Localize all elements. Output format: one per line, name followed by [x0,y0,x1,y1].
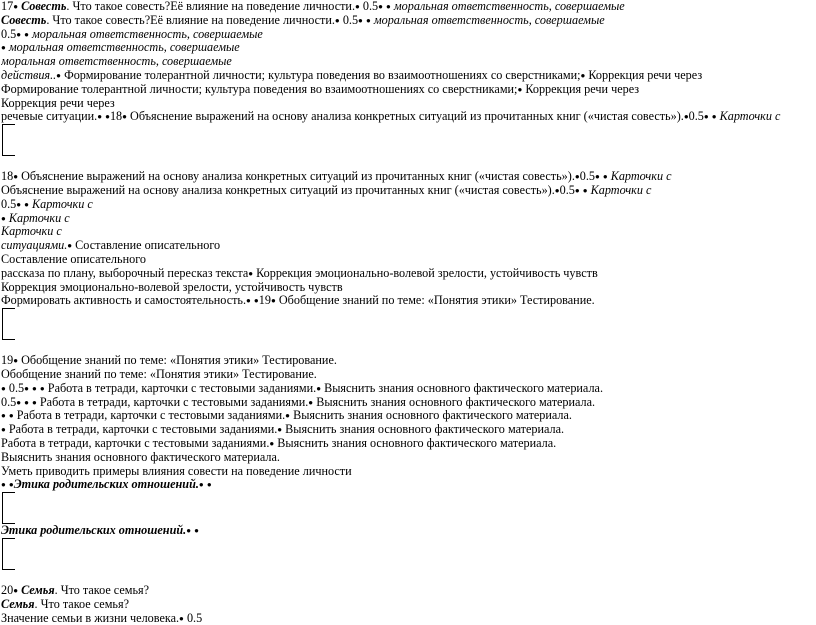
bullet-icon: ● [555,186,560,195]
bullet-icon: ● [16,398,21,407]
text-run: . Что такое совесть?Её влияние на поведение личности. [66,0,355,13]
text-line [1,281,816,295]
text-run: моральная ответственность, совершаемые [32,28,263,41]
text-run: Коррекция речи через [522,83,639,96]
text-line [1,184,816,198]
text-run: Работа в тетради, карточки с тестовыми заданиями. [37,396,308,409]
text-run: Формирование толерантной личности; культура поведения во взаимоотношениях со сверстниками; [61,69,581,82]
text-line [1,354,816,368]
text-run: . Что такое семья? [55,584,149,597]
text-run: моральная ответственность, совершаемые [394,0,625,13]
text-line [1,267,816,281]
text-run: действия.. [1,69,56,82]
text-run: . Что такое семья? [35,598,129,611]
spacer [1,570,816,584]
text-run: Объяснение выражений на основу анализа конкретных ситуаций из прочитанных книг («чистая совесть»). [127,110,684,123]
text-run: Выяснить знания основного фактического материала. [290,409,572,422]
text-line [1,212,816,226]
text-run: Обобщение знаний по теме: «Понятия этики» Тестирование. [276,294,595,307]
bullet-icon: ● [1,480,6,489]
text-run: Карточки с [591,184,652,197]
text-run: Совесть [21,0,66,13]
bullet-icon: ● [684,112,689,121]
text-run: Составление описательного [1,253,146,266]
bullet-icon: ● [583,186,588,195]
text-run: Коррекция речи через [1,97,115,110]
text-run: 0.5 [560,184,575,197]
table-cell-fragment [2,308,15,340]
bullet-icon: ● [179,614,184,623]
text-run: 18 [1,170,13,183]
text-run: Обобщение знаний по теме: «Понятия этики» Тестирование. [18,354,337,367]
bullet-icon: ● [24,200,29,209]
text-line [1,382,816,396]
table-cell-fragment [2,124,15,156]
bullet-icon: ● [105,112,110,121]
text-line [1,28,816,42]
text-run: Объяснение выражений на основу анализа конкретных ситуаций из прочитанных книг («чистая совесть»). [1,184,555,197]
bullet-icon: ● [517,85,522,94]
bullet-icon: ● [56,71,61,80]
text-line [1,253,816,267]
bullet-icon: ● [97,112,102,121]
text-run: 0.5 [1,198,16,211]
text-run: Коррекция речи через [585,69,702,82]
text-run: моральная ответственность, совершаемые [1,55,232,68]
text-line [1,584,816,598]
text-run: Карточки с [1,225,62,238]
text-line [1,110,816,124]
bullet-icon: ● [40,384,45,393]
text-run: Формирование толерантной личности; культура поведения во взаимоотношениях со сверстниками; [1,83,517,96]
bullet-icon: ● [199,480,204,489]
text-run: 0.5 [340,14,358,27]
text-run: 0.5 [580,170,595,183]
bullet-icon: ● [308,398,313,407]
text-line [1,198,816,212]
text-run: Выяснить знания основного фактического материала. [321,382,603,395]
bullet-icon: ● [378,2,383,11]
text-run: Работа в тетради, карточки с тестовыми заданиями. [6,423,277,436]
text-run: Формировать активность и самостоятельность. [1,294,246,307]
text-run: Объяснение выражений на основу анализа конкретных ситуаций из прочитанных книг («чистая совесть»). [18,170,575,183]
text-run: . Что такое совесть?Её влияние на поведение личности. [46,14,335,27]
bullet-icon: ● [13,356,18,365]
text-line [1,97,816,111]
table-cell-fragment [2,492,15,524]
text-run: 18 [110,110,122,123]
bullet-icon: ● [248,269,253,278]
text-run: моральная ответственность, совершаемые [9,41,240,54]
bullet-icon: ● [32,398,37,407]
text-run: Карточки с [9,212,70,225]
text-line [1,612,816,625]
bullet-icon: ● [13,2,18,11]
bullet-icon: ● [366,16,371,25]
bullet-icon: ● [277,425,282,434]
text-line [1,423,816,437]
bullet-icon: ● [24,30,29,39]
text-run: Уметь приводить примеры влияния совести на поведение личности [1,465,352,478]
text-run: Коррекция эмоционально-волевой зрелости, устойчивость чувств [1,281,343,294]
bullet-icon: ● [358,16,363,25]
bullet-icon: ● [122,112,127,121]
bullet-icon: ● [603,172,608,181]
text-run: 0.5 [184,612,202,625]
bullet-icon: ● [316,384,321,393]
text-run: Карточки с [611,170,672,183]
bullet-icon: ● [575,172,580,181]
bullet-icon: ● [207,480,212,489]
text-line [1,83,816,97]
text-run: 0.5 [360,0,378,13]
text-run: Совесть [1,14,46,27]
bullet-icon: ● [269,439,274,448]
bullet-icon: ● [1,384,6,393]
bullet-icon: ● [24,398,29,407]
text-line [1,465,816,479]
text-run: 0.5 [1,28,16,41]
bullet-icon: ● [575,186,580,195]
bullet-icon: ● [335,16,340,25]
bullet-icon: ● [704,112,709,121]
text-line [1,0,816,14]
text-run: Карточки с [720,110,781,123]
text-line [1,396,816,410]
text-run: моральная ответственность, совершаемые [374,14,605,27]
bullet-icon: ● [271,296,276,305]
text-run: Карточки с [32,198,93,211]
text-run: рассказа по плану, выборочный пересказ текста [1,267,248,280]
text-line [1,598,816,612]
bullet-icon: ● [1,425,6,434]
bullet-icon: ● [246,296,251,305]
text-run: Выяснить знания основного фактического материала. [274,437,556,450]
text-line [1,478,816,492]
text-run: 0.5 [6,382,24,395]
text-run: 19 [1,354,13,367]
text-run: Этика родительских отношений. [14,478,199,491]
bullet-icon: ● [355,2,360,11]
bullet-icon: ● [9,480,14,489]
bullet-icon: ● [254,296,259,305]
text-line [1,225,816,239]
spacer [1,340,816,354]
spacer [1,156,816,170]
bullet-icon: ● [32,384,37,393]
text-run: Составление описательного [72,239,220,252]
text-line [1,368,816,382]
bullet-icon: ● [285,411,290,420]
text-run: Работа в тетради, карточки с тестовыми заданиями. [14,409,285,422]
text-line [1,55,816,69]
text-run: речевые ситуации. [1,110,97,123]
text-run: Этика родительских отношений. [1,524,186,537]
text-run: Семья [1,598,35,611]
bullet-icon: ● [186,526,191,535]
bullet-icon: ● [13,586,18,595]
text-run: 19 [259,294,271,307]
bullet-icon: ● [67,241,72,250]
bullet-icon: ● [1,411,6,420]
text-line [1,170,816,184]
bullet-icon: ● [16,30,21,39]
bullet-icon: ● [595,172,600,181]
text-run: Выяснить знания основного фактического материала. [282,423,564,436]
text-line [1,451,816,465]
text-line [1,239,816,253]
text-line [1,14,816,28]
text-run: Обобщение знаний по теме: «Понятия этики» Тестирование. [1,368,317,381]
text-run: Семья [21,584,55,597]
text-line [1,437,816,451]
text-run: Значение семьи в жизни человека. [1,612,179,625]
bullet-icon: ● [24,384,29,393]
text-run: 17 [1,0,13,13]
text-run: Работа в тетради, карточки с тестовыми заданиями. [45,382,316,395]
bullet-icon: ● [194,526,199,535]
text-line [1,41,816,55]
text-line [1,294,816,308]
text-run: 0.5 [689,110,704,123]
bullet-icon: ● [13,172,18,181]
table-cell-fragment [2,538,15,570]
bullet-icon: ● [581,71,586,80]
bullet-icon: ● [9,411,14,420]
text-run: Работа в тетради, карточки с тестовыми заданиями. [1,437,269,450]
bullet-icon: ● [16,200,21,209]
bullet-icon: ● [1,43,6,52]
text-line [1,409,816,423]
text-line [1,69,816,83]
bullet-icon: ● [712,112,717,121]
text-run: ситуациями. [1,239,67,252]
text-line [1,524,816,538]
text-run: 20 [1,584,13,597]
text-run: 0.5 [1,396,16,409]
text-run: Коррекция эмоционально-волевой зрелости, устойчивость чувств [253,267,598,280]
bullet-icon: ● [386,2,391,11]
text-run: Выяснить знания основного фактического материала. [1,451,280,464]
text-run: Выяснить знания основного фактического материала. [313,396,595,409]
bullet-icon: ● [1,214,6,223]
